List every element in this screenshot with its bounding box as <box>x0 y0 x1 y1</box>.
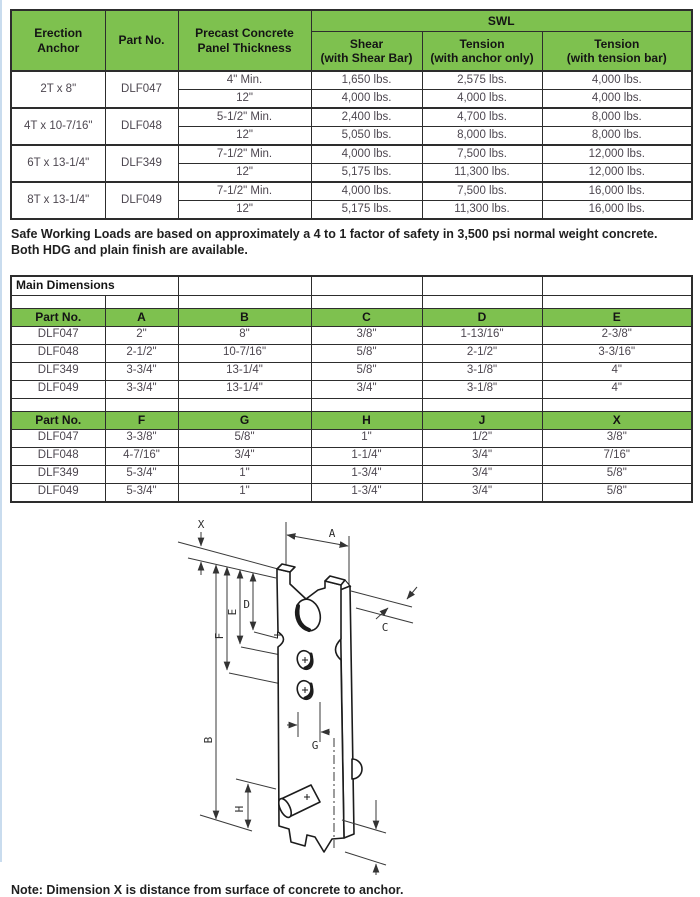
dim-label-f: F <box>213 632 226 639</box>
table-cell: 12" <box>178 90 311 109</box>
concrete-surface-line <box>178 542 278 569</box>
table-cell: 1" <box>311 429 422 447</box>
dim-label-a: A <box>328 526 336 540</box>
table-cell: 3/8" <box>311 326 422 344</box>
table-cell: 3-3/8" <box>105 429 178 447</box>
table-cell: 8,000 lbs. <box>542 127 692 146</box>
column-header: H <box>311 411 422 429</box>
table-cell: DLF047 <box>11 326 105 344</box>
empty-cell <box>11 398 105 411</box>
dim-label-d: D <box>243 597 250 611</box>
table-cell: 3-3/4" <box>105 362 178 380</box>
table-cell: 2" <box>105 326 178 344</box>
table-cell: 7,500 lbs. <box>422 145 542 164</box>
dim-label-e: E <box>226 608 239 615</box>
empty-cell <box>422 295 542 308</box>
table-cell: 16,000 lbs. <box>542 182 692 201</box>
empty-cell <box>178 276 311 296</box>
header-line: Tension <box>594 36 640 51</box>
column-header: Part No. <box>11 308 105 326</box>
column-header-part-no: Part No. <box>105 10 178 71</box>
table-cell: 5-1/2" Min. <box>178 108 311 127</box>
table-cell: 4,000 lbs. <box>311 182 422 201</box>
header-line: Anchor <box>37 40 80 55</box>
empty-cell <box>105 398 178 411</box>
column-header: G <box>178 411 311 429</box>
anchor-diagram <box>148 508 568 876</box>
header-line: Shear <box>349 36 384 51</box>
table-cell: 12,000 lbs. <box>542 145 692 164</box>
column-header: Part No. <box>11 411 105 429</box>
dim-a-line <box>287 535 348 546</box>
safety-note-line-1: Safe Working Loads are based on approximately a 4 to 1 factor of safety in 3,500 psi normal weight concrete. <box>11 227 658 241</box>
table-cell: 5,175 lbs. <box>311 164 422 183</box>
header-line: Panel Thickness <box>197 40 292 55</box>
safety-note-line-2: Both HDG and plain finish are available. <box>11 243 248 258</box>
table-cell: 1/2" <box>422 429 542 447</box>
concrete-surface-line <box>351 591 412 607</box>
cell-anchor: 2T x 8" <box>11 71 105 108</box>
table-cell: 11,300 lbs. <box>422 201 542 220</box>
spacer-row <box>11 398 692 411</box>
table-cell: 2-1/2" <box>422 344 542 362</box>
column-header-tension-bar <box>542 32 692 72</box>
table-cell: 3/4" <box>311 380 422 398</box>
column-header-panel-thickness <box>178 10 311 71</box>
table-cell: 1" <box>178 465 311 483</box>
spacer-row <box>11 295 692 308</box>
table-cell: 2-1/2" <box>105 344 178 362</box>
table-cell: 8" <box>178 326 311 344</box>
empty-cell <box>178 295 311 308</box>
empty-cell <box>422 276 542 296</box>
column-header: A <box>105 308 178 326</box>
table-cell: 3/4" <box>422 447 542 465</box>
header-line: Erection <box>34 26 83 41</box>
table-cell: 3-1/8" <box>422 362 542 380</box>
table-row <box>11 429 692 447</box>
cell-anchor: 8T x 13-1/4" <box>11 182 105 219</box>
column-header: X <box>542 411 692 429</box>
table-row <box>11 108 692 127</box>
table-cell: 4,700 lbs. <box>422 108 542 127</box>
table-cell: 12" <box>178 127 311 146</box>
table-cell: 10-7/16" <box>178 344 311 362</box>
cell-part: DLF049 <box>105 182 178 219</box>
table-cell: 8,000 lbs. <box>422 127 542 146</box>
table-cell: 5/8" <box>542 465 692 483</box>
header-line: Precast Concrete <box>195 26 294 41</box>
header-line: (with anchor only) <box>430 51 534 65</box>
table-cell: 1-13/16" <box>422 326 542 344</box>
safety-note <box>11 226 691 259</box>
column-header-swl: SWL <box>311 10 692 32</box>
empty-cell <box>422 398 542 411</box>
table-cell: 1,650 lbs. <box>311 71 422 90</box>
table-cell: 4,000 lbs. <box>542 71 692 90</box>
table-cell: 4" Min. <box>178 71 311 90</box>
table-cell: 3/8" <box>542 429 692 447</box>
table-cell: 5,050 lbs. <box>311 127 422 146</box>
header-line: (with Shear Bar) <box>320 51 413 65</box>
table-cell: 1" <box>178 483 311 502</box>
table-cell: 3-1/8" <box>422 380 542 398</box>
table-cell: 7,500 lbs. <box>422 182 542 201</box>
table-cell: 16,000 lbs. <box>542 201 692 220</box>
column-header: D <box>422 308 542 326</box>
dim-h-extension <box>236 779 276 789</box>
dim-label-x: X <box>197 517 205 531</box>
dim-header-row-abcde <box>11 308 692 326</box>
dim-label-h: H <box>233 805 246 812</box>
table-cell: 3-3/4" <box>105 380 178 398</box>
table-cell: 4,000 lbs. <box>311 145 422 164</box>
empty-cell <box>311 295 422 308</box>
table-cell: 11,300 lbs. <box>422 164 542 183</box>
empty-cell <box>542 276 692 296</box>
table-cell: 8,000 lbs. <box>542 108 692 127</box>
table-cell: 3/4" <box>422 483 542 502</box>
table-cell: 4,000 lbs. <box>311 90 422 109</box>
empty-cell <box>178 398 311 411</box>
swl-header-row-1 <box>11 10 692 32</box>
column-header: B <box>178 308 311 326</box>
cell-part: DLF349 <box>105 145 178 182</box>
empty-cell <box>311 398 422 411</box>
swl-table <box>10 9 693 220</box>
table-cell: 5-3/4" <box>105 483 178 502</box>
dim-bottom-extension <box>345 852 386 865</box>
column-header: C <box>311 308 422 326</box>
table-cell: 7-1/2" Min. <box>178 145 311 164</box>
header-line: Tension <box>459 36 505 51</box>
dim-label-c: C <box>381 620 389 634</box>
dim-header-row-fghjx <box>11 411 692 429</box>
dim-d-leader <box>254 632 277 638</box>
page-edge-stripe <box>0 0 2 862</box>
table-cell: DLF048 <box>11 344 105 362</box>
column-header: E <box>542 308 692 326</box>
table-cell: 4" <box>542 362 692 380</box>
table-cell: 12" <box>178 164 311 183</box>
table-row <box>11 182 692 201</box>
cell-anchor: 6T x 13-1/4" <box>11 145 105 182</box>
table-cell: 4,000 lbs. <box>542 90 692 109</box>
table-cell: 4-7/16" <box>105 447 178 465</box>
table-cell: 2,400 lbs. <box>311 108 422 127</box>
table-cell: DLF048 <box>11 447 105 465</box>
table-row <box>11 344 692 362</box>
table-cell: 5/8" <box>178 429 311 447</box>
table-cell: DLF049 <box>11 483 105 502</box>
table-row <box>11 465 692 483</box>
empty-cell <box>105 295 178 308</box>
table-cell: 1-1/4" <box>311 447 422 465</box>
dim-label-b: B <box>202 736 215 743</box>
table-cell: 5/8" <box>311 362 422 380</box>
table-cell: 7-1/2" Min. <box>178 182 311 201</box>
column-header: F <box>105 411 178 429</box>
table-cell: 4" <box>542 380 692 398</box>
table-cell: 12,000 lbs. <box>542 164 692 183</box>
table-cell: 7/16" <box>542 447 692 465</box>
dim-label-g: G <box>311 738 319 752</box>
dimensions-title-row <box>11 276 692 296</box>
column-header-erection-anchor <box>11 10 105 71</box>
table-cell: 13-1/4" <box>178 380 311 398</box>
table-cell: 5/8" <box>542 483 692 502</box>
table-cell: 2-3/8" <box>542 326 692 344</box>
table-cell: 5,175 lbs. <box>311 201 422 220</box>
table-row <box>11 380 692 398</box>
table-cell: 5-3/4" <box>105 465 178 483</box>
table-cell: 3/4" <box>422 465 542 483</box>
plate-side-lug <box>352 759 362 779</box>
table-cell: 3-3/16" <box>542 344 692 362</box>
section-title: Main Dimensions <box>11 276 178 296</box>
empty-cell <box>542 295 692 308</box>
empty-cell <box>311 276 422 296</box>
table-cell: 4,000 lbs. <box>422 90 542 109</box>
dim-c-arrow <box>407 587 417 599</box>
table-cell: 12" <box>178 201 311 220</box>
table-cell: 1-3/4" <box>311 465 422 483</box>
table-cell: 13-1/4" <box>178 362 311 380</box>
table-row <box>11 71 692 90</box>
bottom-note: Note: Dimension X is distance from surface of concrete to anchor. <box>11 882 404 897</box>
cell-anchor: 4T x 10-7/16" <box>11 108 105 145</box>
table-cell: DLF047 <box>11 429 105 447</box>
empty-cell <box>542 398 692 411</box>
cell-part: DLF047 <box>105 71 178 108</box>
table-cell: DLF349 <box>11 465 105 483</box>
dim-bottom-extension <box>200 815 252 831</box>
header-line: (with tension bar) <box>566 51 667 65</box>
dimensions-table <box>10 275 693 503</box>
table-cell: 2,575 lbs. <box>422 71 542 90</box>
table-row <box>11 483 692 502</box>
table-row <box>11 362 692 380</box>
anchor-diagram-container <box>148 508 691 881</box>
table-cell: 1-3/4" <box>311 483 422 502</box>
table-cell: 3/4" <box>178 447 311 465</box>
column-header: J <box>422 411 542 429</box>
table-cell: DLF349 <box>11 362 105 380</box>
table-cell: DLF049 <box>11 380 105 398</box>
column-header-tension-anchor <box>422 32 542 72</box>
cell-part: DLF048 <box>105 108 178 145</box>
table-row <box>11 326 692 344</box>
column-header-shear <box>311 32 422 72</box>
table-row <box>11 447 692 465</box>
empty-cell <box>11 295 105 308</box>
table-row <box>11 145 692 164</box>
table-cell: 5/8" <box>311 344 422 362</box>
